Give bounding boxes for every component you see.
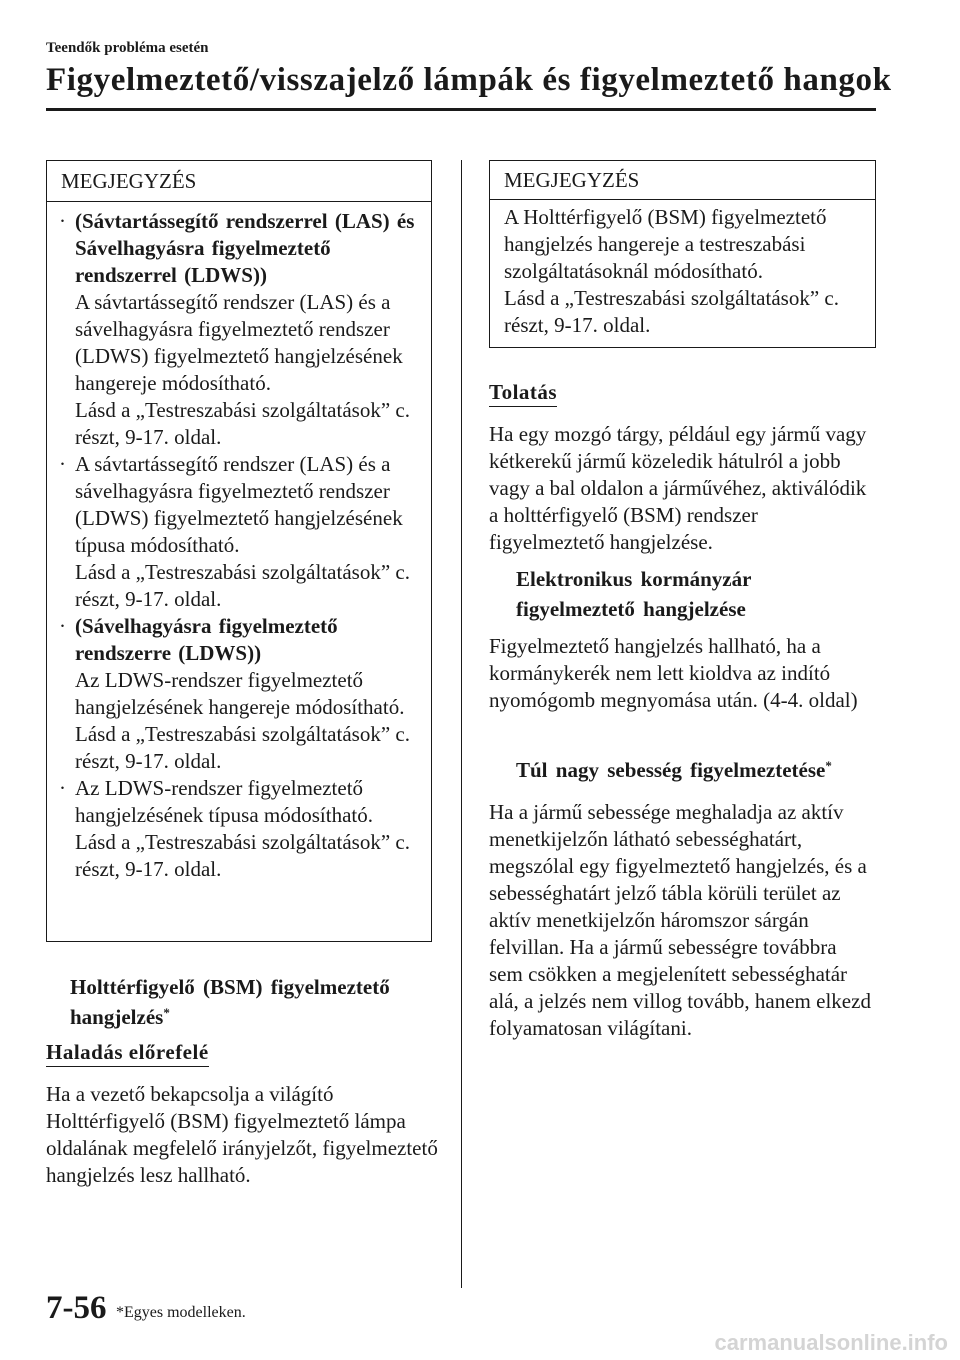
section-label: Teendők probléma esetén bbox=[46, 40, 209, 56]
note-box-right bbox=[489, 160, 876, 348]
bsm-heading-text: Holttérfigyelő (BSM) figyelmeztető hangjelzés bbox=[70, 975, 390, 1029]
bullet-icon: · bbox=[59, 209, 66, 233]
reverse-subheading: Tolatás bbox=[489, 380, 557, 407]
note-item-text: A sávtartássegítő rendszer (LAS) és a sávelhagyásra figyelmeztető rendszer (LDWS) figyelmeztető hangjelzésének típusa módosítható. bbox=[75, 452, 403, 557]
note-text: A Holttérfigyelő (BSM) figyelmeztető hangjelzés hangereje a testreszabási szolgáltatásoknál módosítható. bbox=[504, 205, 827, 283]
note-item-reference: Lásd a „Testreszabási szolgáltatások” c. részt, 9-17. oldal. bbox=[75, 398, 410, 449]
note-item-condition: (Sávelhagyásra figyelmeztető rendszerre (LDWS)) bbox=[75, 614, 338, 665]
note-item bbox=[59, 451, 421, 613]
steering-lock-text: Figyelmeztető hangjelzés hallható, ha a kormánykerék nem lett kioldva az indító nyomógomb megnyomása után. (4-4. oldal) bbox=[489, 634, 858, 712]
watermark: carmanualsonline.info bbox=[714, 1330, 948, 1355]
note-heading: MEGJEGYZÉS bbox=[490, 161, 875, 200]
forward-subheading: Haladás előrefelé bbox=[46, 1040, 209, 1067]
speed-warning-heading bbox=[516, 755, 876, 785]
footnote: *Egyes modelleken. bbox=[116, 1304, 246, 1321]
title-rule bbox=[46, 108, 876, 111]
bullet-icon: · bbox=[59, 452, 66, 476]
note-box-left bbox=[46, 160, 432, 942]
column-divider bbox=[461, 160, 462, 1288]
page-title: Figyelmeztető/visszajelző lámpák és figyelmeztető hangok bbox=[46, 62, 892, 98]
speed-warning-heading-text: Túl nagy sebesség figyelmeztetése bbox=[516, 758, 826, 782]
note-body bbox=[47, 202, 431, 883]
bsm-heading bbox=[70, 972, 422, 1032]
note-item-text: A sávtartássegítő rendszer (LAS) és a sávelhagyásra figyelmeztető rendszer (LDWS) figyelmeztető hangjelzésének hangereje módosítható. bbox=[75, 290, 403, 395]
forward-subheading-wrap bbox=[46, 1040, 209, 1065]
note-reference: Lásd a „Testreszabási szolgáltatások” c. részt, 9-17. oldal. bbox=[504, 286, 839, 337]
note-item bbox=[59, 208, 421, 451]
note-item-text: Az LDWS-rendszer figyelmeztető hangjelzésének hangereje módosítható. bbox=[75, 668, 405, 719]
bullet-icon: · bbox=[59, 776, 66, 800]
page-number: 7-56 bbox=[46, 1290, 107, 1326]
note-item bbox=[59, 613, 421, 775]
note-body bbox=[490, 200, 875, 339]
steering-lock-heading: Elektronikus kormányzár figyelmeztető hangjelzése bbox=[516, 567, 752, 621]
note-item-condition: (Sávtartássegítő rendszerrel (LAS) és Sávelhagyásra figyelmeztető rendszerrel (LDWS)) bbox=[75, 209, 415, 287]
note-item-reference: Lásd a „Testreszabási szolgáltatások” c. részt, 9-17. oldal. bbox=[75, 830, 410, 881]
note-item-reference: Lásd a „Testreszabási szolgáltatások” c. részt, 9-17. oldal. bbox=[75, 560, 410, 611]
model-asterisk: * bbox=[163, 1005, 170, 1020]
bullet-icon: · bbox=[59, 614, 66, 638]
model-asterisk: * bbox=[825, 758, 832, 773]
reverse-text: Ha egy mozgó tárgy, például egy jármű vagy kétkerekű jármű közeledik hátulról a jobb vagy a bal oldalon a járművéhez, aktiválódik a holttérfigyelő (BSM) rendszer figyelmeztető hangjelzése. bbox=[489, 422, 867, 554]
note-heading: MEGJEGYZÉS bbox=[47, 161, 431, 202]
speed-warning-text: Ha a jármű sebessége meghaladja az aktív menetkijelzőn látható sebességhatárt, megszólal egy figyelmeztető hangjelzés, és a sebességhatárt jelző tábla körüli terület az aktív menetkijelzőn háromszor sárgán felvillan. Ha a jármű sebességre továbbra sem csökken a megjelenített sebességhatár alá, a jelzés nem villog tovább, hanem elkezd folyamatosan világítani. bbox=[489, 800, 871, 1040]
forward-text: Ha a vezető bekapcsolja a világító Holttérfigyelő (BSM) figyelmeztető lámpa oldalának megfelelő irányjelzőt, figyelmeztető hangjelzés lesz hallható. bbox=[46, 1082, 438, 1187]
reverse-subheading-wrap bbox=[489, 380, 557, 405]
note-item-text: Az LDWS-rendszer figyelmeztető hangjelzésének típusa módosítható. bbox=[75, 776, 374, 827]
note-item-reference: Lásd a „Testreszabási szolgáltatások” c. részt, 9-17. oldal. bbox=[75, 722, 410, 773]
note-item bbox=[59, 775, 421, 883]
